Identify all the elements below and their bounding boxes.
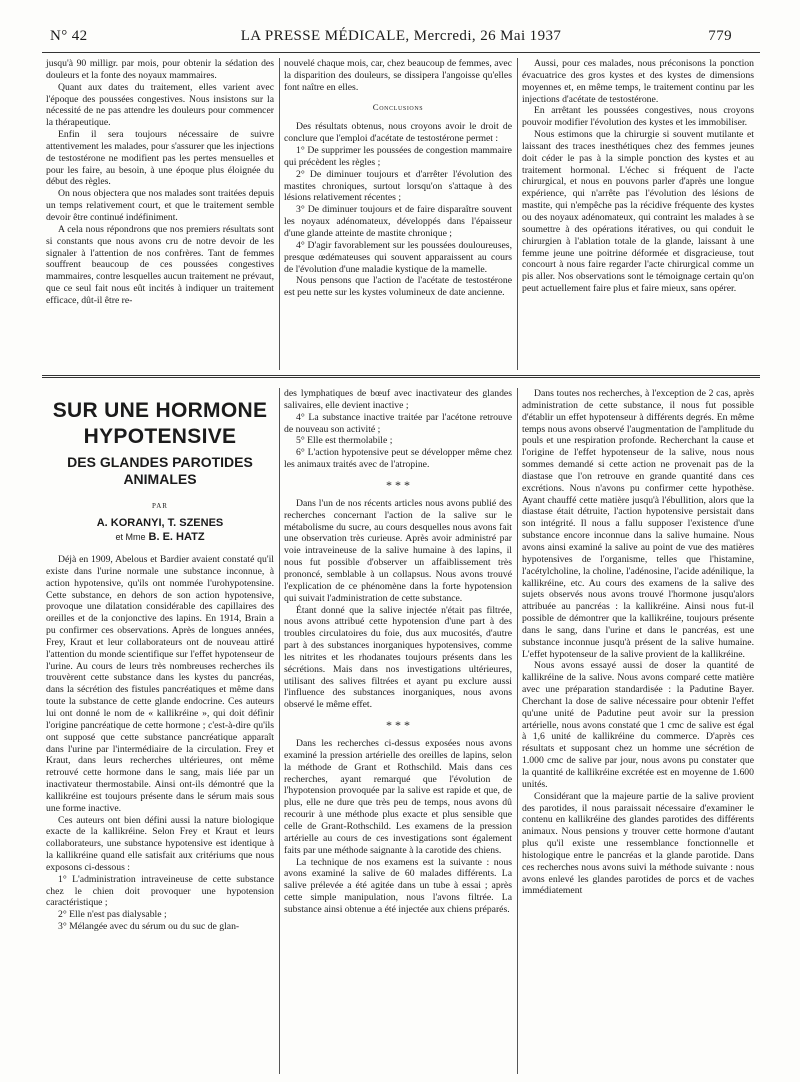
- article-heading: [46, 398, 274, 544]
- paragraph: Nous estimons que la chirurgie si souvent mutilante et laissant des traces inesthétiques chez des femmes jeunes doit céder le pas à la simple ponction des kystes et au traitement hormonal. L'échec si fréquent de l'acte chirurgical, et nous en pouvons parler d'après une longue expérience, qui n'arrête pas l'évolution des lésions de mastite, qui n'empêche pas la récidive fréquente des kystes ou des noyaux adénomateux, qui contraint les malades à se soumettre à des opérations itératives, ou qui conduit le chirurgien à l'ablation totale de la glande, laissant à une femme jeune une poitrine déformée et disgracieuse, tout concourt à nous faire regarder l'acte chirurgical comme un pis aller. Nos observations sont le témoignage certain qu'on peut actuellement faire plus et faire mieux, sans opérer.: [522, 129, 754, 295]
- section-stars: * * *: [386, 718, 410, 733]
- paragraph: Quant aux dates du traitement, elles varient avec l'époque des poussées congestives. Nous insistons sur la nécessité de ne pas attendre les douleurs pour commencer la thérapeutique.: [46, 81, 274, 129]
- list-item: 2° Elle n'est pas dialysable ;: [58, 909, 167, 921]
- paragraph: En arrêtant les poussées congestives, nous croyons pouvoir modifier l'évolution des kystes et les immobiliser.: [522, 105, 754, 129]
- list-item: 4° D'agir favorablement sur les poussées douloureuses, presque œdémateuses qui souvent apparaissent au cours de l'évolution d'une maladie kystique de la mamelle.: [284, 239, 512, 275]
- paragraph: Aussi, pour ces malades, nous préconisons la ponction évacuatrice des gros kystes et des kystes de dimensions moyennes et, en même temps, le traitement continu par les injections d'acétate de testostérone.: [522, 58, 754, 105]
- list-item: 3° Mélangée avec du sérum ou du suc de glan-: [58, 921, 240, 933]
- paragraph: Considérant que la majeure partie de la salive provient des parotides, il nous paraissait nécessaire d'examiner le contenu en kallikréine des glandes parotides des différents animaux. Nous pensions y trouver cette hormone d'autant plus qu'il existe une ressemblance fonctionnelle et histologique entre le pancréas et la glande parotide. Dans ces recherches nous avons suivi la méthode suivante : nous avons enlevé les glandes parotides de porcs et de vaches immédiatement: [522, 790, 754, 897]
- column-divider: [517, 58, 518, 370]
- byline-et: et Mme: [115, 532, 146, 542]
- list-item: 6° L'action hypotensive peut se développer même chez les animaux traités avec de l'atropine.: [284, 447, 512, 471]
- paragraph: Nous avons essayé aussi de doser la quantité de kallikréine de la salive. Nous avons comparé cette matière avec une préparation standardisée : la Padutine Bayer. Cherchant la dose de salive nécessaire pour obtenir l'effet qu'une unité de Padutine peut avoir sur la pression artérielle, nous avons constaté que 1 cmc de salive est égal à 1,6 unité de kallikréine du commerce. D'après ces résultats et supposant chez un homme une sécrétion de 1.000 cmc de salive par jour, nous avons pu constater que la quantité de kallikréine excrétée est en moyenne de 1.600 unités.: [522, 660, 754, 790]
- paragraph: Nous pensons que l'action de l'acétate de testostérone est peu nette sur les kystes volumineux de date ancienne.: [284, 275, 512, 299]
- paragraph: Dans l'un de nos récents articles nous avons publié des recherches concernant l'action de la salive sur le métabolisme du sucre, au cours desquelles nous avons fait une observation très curieuse. Après avoir administré par voie intraveineuse de la salive humaine à des lapins, il nous fut possible d'observer un affaiblissement très prononcé, semblable à un collapsus. Nous avons trouvé l'explication de ce phénomène dans la forte hypotension qui suivait l'administration de cette substance.: [284, 497, 512, 604]
- byline-par: PAR: [152, 502, 168, 510]
- section-stars: * * *: [386, 477, 410, 492]
- article-title: SUR UNE HORMONE HYPOTENSIVE: [52, 399, 268, 448]
- paragraph: Enfin il sera toujours nécessaire de suivre attentivement les malades, pour s'assurer que les injections de testostérone ne modifient pas les pertes mensuelles et pour les faire, au besoin, à une époque plus éloignée du début des règles.: [46, 129, 274, 188]
- issue-number: N° 42: [50, 28, 88, 44]
- paragraph: Dans les recherches ci-dessus exposées nous avons examiné la pression artérielle des oreilles de lapins, selon la méthode de Grant et Rothschild. Mais dans ces recherches, ayant remarqué que l'évolution de l'hypotension provoquée par la salive est rapide et que, de plus, elle ne dure que très peu de temps, nous avons dû recourir à une méthode plus exacte et plus sensible que celle de Grant-Rothschild. Les examens de la pression artérielle au cours de ces investigations sont également faits par une méthode saignante à la carotide des chiens.: [284, 738, 512, 856]
- article-column-1: [46, 554, 274, 933]
- paragraph: Ces auteurs ont bien défini aussi la nature biologique exacte de la kallikréine. Selon Frey et Kraut et leurs collaborateurs, une substance hypotensive est identique à la kallikréine quand elle satisfait aux critériums que nous exposons ci-dessous :: [46, 814, 274, 873]
- article-subtitle: DES GLANDES PAROTIDES ANIMALES: [67, 454, 253, 487]
- page-number: 779: [708, 28, 732, 44]
- column-divider: [279, 58, 280, 370]
- column-divider: [279, 388, 280, 1074]
- page-header: [42, 28, 760, 48]
- list-item: 5° Elle est thermolabile ;: [296, 435, 393, 447]
- paragraph: Étant donné que la salive injectée n'était pas filtrée, nous avons attribué cette hypotension d'une part à des troubles circulatoires du foie, dus aux mucosités, d'autre part à des substances inorganiques hypotensives, comme les nitrites et les rhodanates toujours présents dans les sécrétions. Mais dans nos investigations ultérieures, utilisant des salives filtrées et ayant pu exclure aussi l'influence des substances inorganiques, nous avons observé le même effet.: [284, 604, 512, 711]
- top-column-1: [46, 58, 274, 307]
- article-column-2: [284, 388, 512, 916]
- paragraph: jusqu'à 90 milligr. par mois, pour obtenir la sédation des douleurs et la fonte des noyaux mammaires.: [46, 58, 274, 81]
- list-item: 1° De supprimer les poussées de congestion mammaire qui précèdent les règles ;: [284, 145, 512, 168]
- section-double-rule: [42, 375, 760, 380]
- paragraph: des lymphatiques de bœuf avec inactivateur des glandes salivaires, elle devient inactive ;: [284, 388, 512, 411]
- list-item: 4° La substance inactive traitée par l'acétone retrouve de nouveau son activité ;: [284, 411, 512, 435]
- section-heading: Conclusions: [372, 101, 424, 112]
- top-column-3: [522, 58, 754, 295]
- paragraph: On nous objectera que nos malades sont traitées depuis un temps relativement court, et que le traitement semble devoir être continué indéfiniment.: [46, 188, 274, 223]
- paragraph: Déjà en 1909, Abelous et Bardier avaient constaté qu'il existe dans l'urine normale une substance inconnue, à action hypotensive, qu'ils ont nommée l'urohypotensine. Cette substance, en dehors de son action hypotensive, provoque une dilatation considérable des capillaires des oreilles et de la conjonctive des lapins. En 1914, Brain a pu confirmer ces observations. Après de longues années, Frey, Kraut et leur collaborateurs ont de nouveau attiré l'attention du monde scientifique sur l'effet hypotenseur de l'urine. Au cours de leurs très nombreuses recherches ils trouvèrent cette substance dans les kystes du pancréas, dans la sécrétion des fistules pancréatiques et même dans toute la substance de cette glande endocrine. Ces auteurs lui ont donné le nom de « kallikréine », qui doit définir l'origine pancréatique de cette hormone ; c'est-à-dire qu'ils ont supposé que cette substance pancréatique apparaît dans l'urine par l'intermédiaire de la circulation. Frey et Kraut, dans leurs recherches ultérieures, ont même retrouvé cette hormone dans le sang, mais liée par un inactivateur thermostabile. Ainsi ont-ils démontré que la kallikréine est toujours présente dans le sérum mais sous une forme inactive.: [46, 554, 274, 814]
- author-2: B. E. HATZ: [148, 531, 205, 543]
- paragraph: La technique de nos examens est la suivante : nous avons examiné la salive de 60 malades différents. La salive prélevée a été agitée dans un tube à essai ; après cette simple manipulation, nous l'avons filtrée. La substance ainsi obtenue a été injectée aux chiens préparés.: [284, 856, 512, 915]
- list-item: 2° De diminuer toujours et d'arrêter l'évolution des mastites chroniques, surtout lorsqu'on s'attaque à des lésions relativement récentes ;: [284, 168, 512, 204]
- authors: A. KORANYI, T. SZENES: [96, 517, 224, 529]
- column-divider: [517, 388, 518, 1074]
- top-column-2: [284, 58, 512, 299]
- paragraph: A cela nous répondrons que nos premiers résultats sont si constants que nous avons cru de notre devoir de les signaler à l'attention de nos confrères. Tant de femmes souffrent beaucoup de ces poussées congestives mammaires, contre lesquelles aucun traitement ne prévaut, que ce seul fait nous eût incités à indiquer un traitement efficace, dût-il être re-: [46, 223, 274, 306]
- list-item: 1° L'administration intraveineuse de cette substance chez le chien doit provoquer une hypotension caractéristique ;: [46, 873, 274, 909]
- paragraph: nouvelé chaque mois, car, chez beaucoup de femmes, avec la disparition des douleurs, se dissipera l'angoisse qu'elles font naître en elles.: [284, 58, 512, 93]
- list-item: 3° De diminuer toujours et de faire disparaître souvent les noyaux adénomateux, développés dans l'épaisseur d'une glande atteinte de mastite chronique ;: [284, 204, 512, 239]
- paragraph: Dans toutes nos recherches, à l'exception de 2 cas, après administration de cette substance, il nous fut possible d'établir un effet hypotenseur à différents degrés. En même temps nous avons observé l'augmentation de l'amplitude du pouls et une respiration profonde. Recherchant la cause et l'origine de l'effet hypotenseur de la salive, nous nous sommes demandé si cette action ne provenait pas de la diastase que l'on retrouve en grande quantité dans ces excrétions. Nous n'avons pu confirmer cette hypothèse. Ayant chauffé cette matière jusqu'à l'ébullition, alors que la diastase était détruite, l'action hypotensive persistait dans son intégrité. Il nous a fallu supposer l'existence d'une substance encore inconnue dans la salive humaine. Nous avons ainsi examiné la salive au point de vue des matières hypotensives de l'organisme, telles que l'histamine, l'acétylcholine, la choline, l'adénosine, l'acide adénilique, la kallikréine, etc. Au cours des examens de la salive des sujets observés nous avons trouvé l'hormone jusqu'alors attribuée au pancréas : la kallikréine. Ainsi nous fut-il possible de démontrer que la kallikréine, toujours présente dans le sang, dans l'urine et dans le pancréas, est une substance inconnue jusqu'à présent de la salive humaine. L'effet hypotenseur de la salive provient de la kallikréine.: [522, 388, 754, 660]
- article-column-3: [522, 388, 754, 897]
- paragraph: Des résultats obtenus, nous croyons avoir le droit de conclure que l'emploi d'acétate de testostérone permet :: [284, 121, 512, 145]
- header-rule: [42, 52, 760, 53]
- journal-title: LA PRESSE MÉDICALE, Mercredi, 26 Mai 1937: [240, 28, 562, 44]
